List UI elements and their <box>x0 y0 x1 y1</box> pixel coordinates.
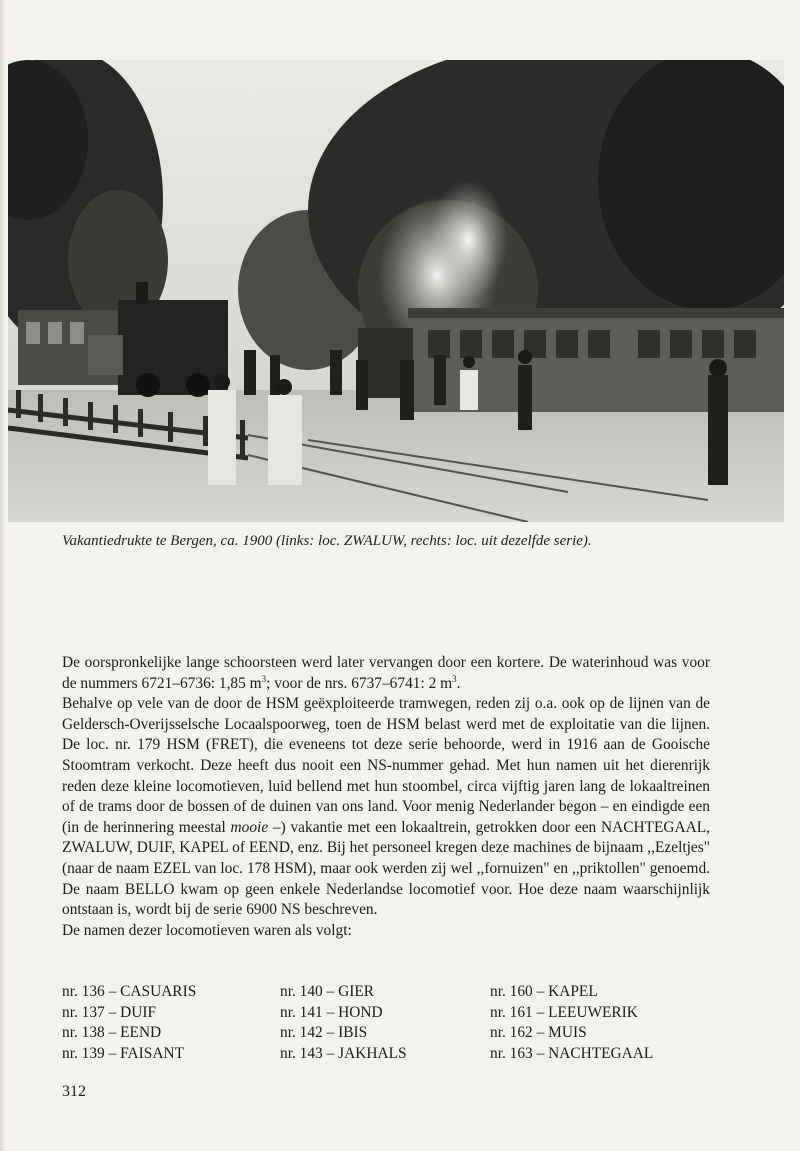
list-item: nr. 141 – HOND <box>280 1003 383 1021</box>
list-item: nr. 160 – KAPEL <box>490 983 598 1000</box>
list-item: nr. 140 – GIER <box>280 983 375 1000</box>
list-item: nr. 136 – CASUARIS <box>62 983 197 1000</box>
paragraph-2-text-b: –) vakantie met een lokaaltrein, getrokken door een NACHTEGAAL, ZWALUW, DUIF, KAPEL of EEND, enz. Bij het personeel kregen deze machines de bijnaam ,,Ezeltjes" (naar de naam EZEL van loc. 178 HSM), maar ook werden zij wel ,,fornuizen" en ,,priktollen" genoemd. De naam BELLO kwam op geen enkele Nederlandse locomotief voor. Hoe deze naam waarschijnlijk ontstaan is, wordt bij de serie 6900 NS beschreven. <box>62 818 710 919</box>
list-item: nr. 162 – MUIS <box>490 1024 587 1041</box>
paragraph-2-text-a: Behalve op vele van de door de HSM geëxploiteerde tramwegen, reden zij o.a. ook op de lijnen van de Geldersch-Overijsselsche Locaalspoorweg, toen de HSM belast werd met de exploitatie van die lijnen. De loc. nr. 179 HSM (FRET), die eveneens tot deze serie behoorde, werd in 1916 aan de Gooische Stoomtram verkocht. Deze heeft dus nooit een NS-nummer gehad. Met hun namen uit het dierenrijk reden deze kleine locomotieven, luid bellend met hun stoombel, circa vijftig jaren lang de lokaaltreinen of de trams door de bossen of de duinen van ons land. Voor menig Nederlander begon – en eindigde een (in de herinnering meestal <box>62 695 710 836</box>
names-column-3 <box>490 982 653 1064</box>
names-column-2 <box>280 982 407 1064</box>
paragraph-1-text-a: De oorspronkelijke lange schoorsteen werd later vervangen door een kortere. De waterinhoud was voor de nummers 6721–6736: 1,85 m <box>62 654 710 692</box>
paragraph-3: De namen dezer locomotieven waren als volgt: <box>62 921 352 939</box>
list-item: nr. 163 – NACHTEGAAL <box>490 1044 654 1062</box>
superscript-3: 3 <box>261 673 267 684</box>
paragraph-1-text-b: ; voor de nrs. 6737–6741: 2 m <box>266 674 453 692</box>
body-text <box>62 653 710 941</box>
paragraph-1-text-c: . <box>456 674 461 692</box>
list-item: nr. 139 – FAISANT <box>62 1044 184 1062</box>
italic-word: mooie <box>230 818 269 836</box>
list-item: nr. 138 – EEND <box>62 1024 162 1041</box>
tram-station-photo-icon <box>8 60 784 522</box>
paragraph-2 <box>62 694 710 921</box>
list-item: nr. 137 – DUIF <box>62 1003 157 1021</box>
names-column-1 <box>62 982 196 1064</box>
historic-photo <box>8 60 784 522</box>
list-item: nr. 161 – LEEUWERIK <box>490 1003 638 1021</box>
photo-caption: Vakantiedrukte te Bergen, ca. 1900 (links: loc. ZWALUW, rechts: loc. uit dezelfde serie). <box>62 533 592 549</box>
paragraph-1 <box>62 653 710 694</box>
list-item: nr. 143 – JAKHALS <box>280 1044 407 1062</box>
page-edge-shadow <box>0 0 6 1151</box>
page-number: 312 <box>62 1083 86 1100</box>
superscript-3: 3 <box>452 673 457 684</box>
list-item: nr. 142 – IBIS <box>280 1024 368 1041</box>
